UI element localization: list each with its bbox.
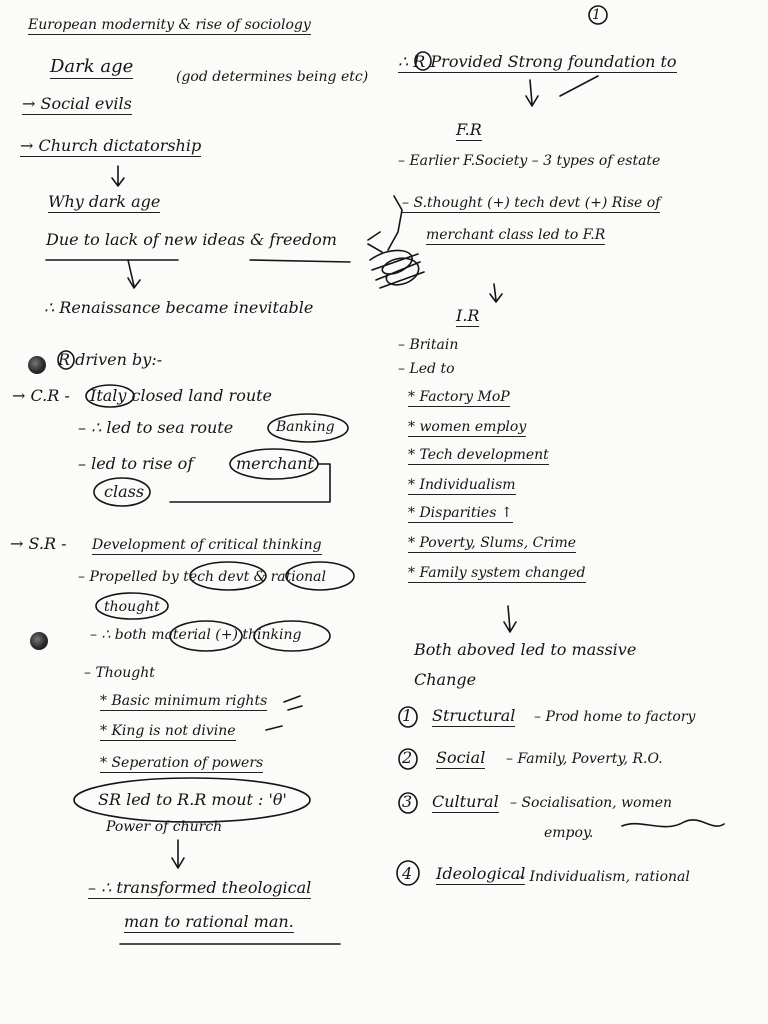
page-title: European modernity & rise of sociology — [28, 17, 311, 33]
church-dictatorship: → Church dictatorship — [20, 136, 202, 155]
change-4-label: Ideological — [436, 864, 526, 883]
renaissance-inevitable: ∴ Renaissance became inevitable — [44, 298, 314, 317]
change-2-label: Social — [436, 748, 486, 767]
r-driven-by: R driven by:- — [58, 350, 163, 369]
fr-heading: F.R — [456, 120, 482, 139]
page-number: 1 — [592, 7, 601, 23]
change-1-num: 1 — [402, 706, 413, 725]
fr-line-1: – Earlier F.Society – 3 types of estate — [398, 153, 661, 169]
both-line-2: Change — [414, 670, 477, 689]
both-line-1: Both aboved led to massive — [414, 640, 637, 659]
sr-bullet-3: * Seperation of powers — [100, 755, 264, 771]
fr-line-2: – S.thought (+) tech devt (+) Rise of — [402, 195, 661, 211]
fr-line-3: merchant class led to F.R — [426, 227, 606, 243]
sr-thought: thought — [104, 599, 160, 615]
dark-age-heading: Dark age — [50, 56, 134, 77]
cr-banking: Banking — [276, 419, 335, 435]
ir-item-6: * Poverty, Slums, Crime — [408, 535, 577, 551]
change-4-num: 4 — [402, 864, 413, 883]
change-3-desc: – Socialisation, women — [510, 795, 673, 811]
ir-britain: – Britain — [398, 337, 459, 353]
sr-critical-thinking: Development of critical thinking — [92, 537, 322, 553]
change-3-cont: empoy. — [544, 825, 594, 841]
change-4-desc: – Individualism, rational — [518, 869, 690, 885]
cr-italy: Italy closed land route — [90, 386, 273, 405]
punch-hole-top — [28, 356, 46, 374]
change-1-desc: – Prod home to factory — [534, 709, 696, 725]
ir-item-1: * Factory MoP — [408, 389, 510, 405]
change-2-num: 2 — [402, 748, 413, 767]
sr-bullet-1: * Basic minimum rights — [100, 693, 268, 709]
sr-power-church: Power of church — [106, 819, 223, 835]
sr-led-to: SR led to R.R mout : 'θ' — [98, 790, 287, 809]
r-provided: ∴ R Provided Strong foundation to — [398, 52, 677, 71]
due-to-lack: Due to lack of new ideas & freedom — [46, 230, 337, 249]
transformed-line-2: man to rational man. — [124, 912, 294, 931]
sr-bullet-2: * King is not divine — [100, 723, 236, 739]
ir-item-3: * Tech development — [408, 447, 549, 463]
social-evils: → Social evils — [22, 94, 132, 113]
transformed-line-1: – ∴ transformed theological — [88, 878, 312, 897]
sr-propelled: – Propelled by tech devt & rational — [78, 569, 326, 585]
cr-merchant: merchant — [236, 454, 314, 473]
ir-heading: I.R — [456, 306, 480, 325]
sr-thought-heading: – Thought — [84, 665, 155, 681]
cr-label: → C.R - — [12, 386, 70, 405]
change-1-label: Structural — [432, 706, 516, 725]
cr-rise-of: – led to rise of — [78, 454, 194, 473]
cr-class: class — [104, 482, 145, 501]
ir-led-to: – Led to — [398, 361, 455, 377]
dark-age-note: (god determines being etc) — [176, 69, 369, 85]
ir-item-7: * Family system changed — [408, 565, 586, 581]
why-dark-age: Why dark age — [48, 192, 161, 211]
ir-item-5: * Disparities ↑ — [408, 505, 513, 521]
change-2-desc: – Family, Poverty, R.O. — [506, 751, 663, 767]
ir-item-4: * Individualism — [408, 477, 516, 493]
punch-hole-bottom — [30, 632, 48, 650]
cr-sea-route: – ∴ led to sea route — [78, 418, 234, 437]
sr-label: → S.R - — [10, 534, 67, 553]
change-3-label: Cultural — [432, 792, 499, 811]
sr-material: – ∴ both material (+) thinking — [90, 627, 302, 643]
change-3-num: 3 — [402, 792, 413, 811]
ir-item-2: * women employ — [408, 419, 527, 435]
